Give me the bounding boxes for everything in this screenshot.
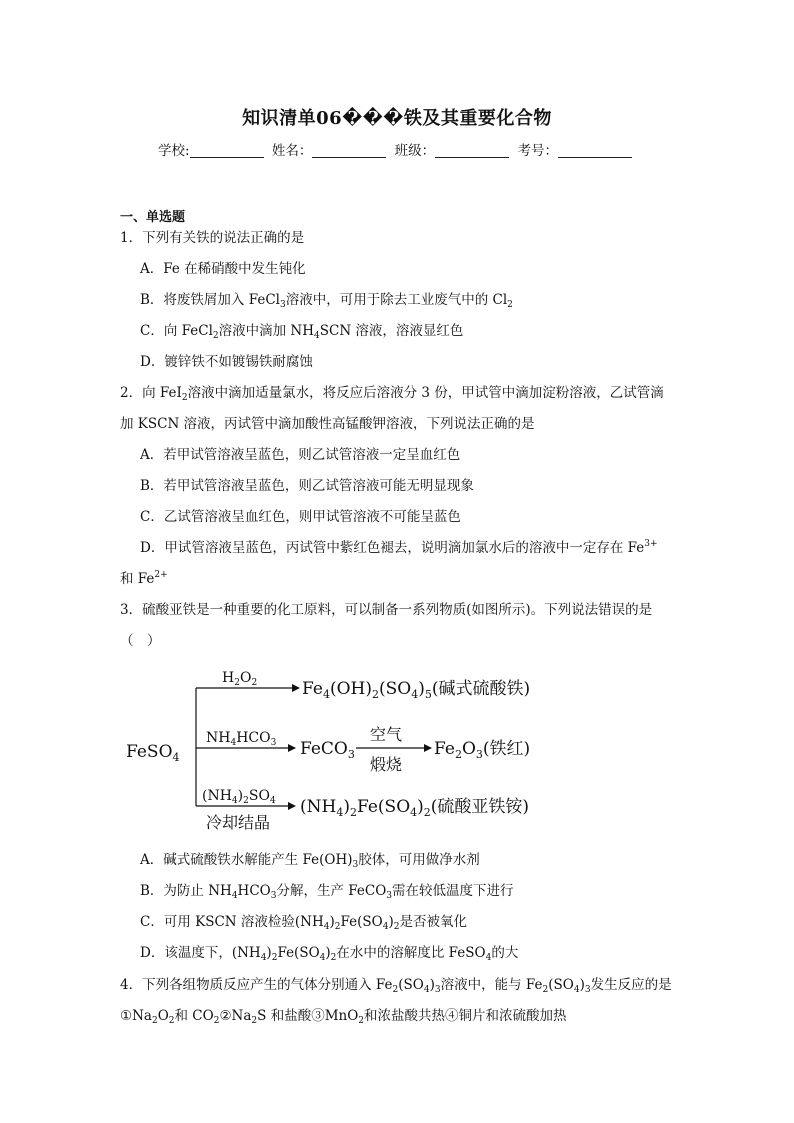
document-title: 知识清单06���铁及其重要化合物	[242, 108, 552, 129]
diagram-mid-reagent: $NH_4HCO_3$	[206, 730, 277, 748]
q2-option-b: B．若甲试管溶液呈蓝色，则乙试管溶液可能无明显现象	[140, 478, 474, 494]
diagram-mid-product-2: $Fe_2O_3$(铁红)	[434, 739, 531, 761]
diagram-bottom-product: $(NH_4)_2Fe(SO_4)_2$(硫酸亚铁铵)	[300, 797, 530, 819]
q3-option-d: D．该温度下，$(NH_4)_2Fe(SO_4)_2$在水中的溶解度比 FeSO$_4$的大	[140, 945, 519, 963]
q1-option-b: B．将废铁屑加入 FeCl$_3$溶液中，可用于除去工业废气中的 $Cl_2$	[140, 292, 513, 310]
name-label: 姓名：	[271, 143, 313, 159]
q2-option-a: A．若甲试管溶液呈蓝色，则乙试管溶液一定呈血红色	[140, 447, 461, 463]
section-heading: 一、单选题	[120, 210, 186, 225]
class-blank[interactable]	[435, 143, 509, 158]
student-info-row	[0, 139, 794, 159]
diagram-mid-product-1: FeCO$_3$	[300, 739, 355, 761]
diagram-top-product: $Fe_4(OH)_2(SO_4)_5$(碱式硫酸铁)	[302, 679, 531, 701]
q2-stem-line2: 加 KSCN 溶液，丙试管中滴加酸性高锰酸钾溶液，下列说法正确的是	[120, 416, 535, 432]
q3-stem-line1: 3．硫酸亚铁是一种重要的化工原料，可以制备一系列物质(如图所示)。下列说法错误的是	[120, 602, 653, 618]
reaction-flow-diagram	[120, 660, 560, 840]
q2-option-c: C．乙试管溶液呈血红色，则甲试管溶液不可能呈蓝色	[140, 509, 461, 525]
exam-number-label: 考号：	[517, 143, 558, 159]
q1-option-a: A．Fe 在稀硝酸中发生钝化	[140, 261, 306, 277]
q4-stem: 4．下列各组物质反应产生的气体分别通入 $Fe_2(SO_4)_3$溶液中，能与 $Fe_2(SO_4)_3$发生反应的是	[120, 977, 672, 995]
school-label: 学校:	[158, 143, 190, 159]
diagram-start-substance: FeSO$_4$	[126, 742, 180, 764]
name-blank[interactable]	[312, 143, 386, 158]
diagram-mid-condition-top: 空气	[370, 725, 403, 744]
class-label: 班级：	[394, 143, 436, 159]
q3-option-b: B．为防止 $NH_4HCO_3$分解，生产 FeCO$_3$需在较低温度下进行	[140, 883, 514, 901]
q2-stem-line1: 2．向 FeI$_2$溶液中滴加适量氯水，将反应后溶液分 3 份，甲试管中滴加淀粉溶液，乙试管滴	[120, 385, 664, 403]
q3-option-a: A．碱式硫酸铁水解能产生 $Fe(OH)_3$胶体，可用做净水剂	[140, 852, 480, 870]
school-blank[interactable]	[190, 143, 264, 158]
q4-reaction-list: $①Na_2O_2$和 $CO_2②Na_2S$ 和盐酸③MnO$_2$和浓盐酸共热④铜片和浓硫酸加热	[120, 1008, 567, 1026]
q2-option-d-line1: D．甲试管溶液呈蓝色，丙试管中紫红色褪去，说明滴加氯水后的溶液中一定存在 $Fe^{3+}$	[140, 539, 658, 556]
q3-stem-line2: （ ）	[120, 633, 161, 649]
q2-option-d-line2: 和 $Fe^{2+}$	[120, 570, 168, 587]
diagram-top-reagent: $H_2O_2$	[222, 670, 258, 688]
diagram-mid-condition-bottom: 煅烧	[370, 755, 403, 774]
q3-option-c: C．可用 KSCN 溶液检验$(NH_4)_2Fe(SO_4)_2$是否被氧化	[140, 914, 467, 932]
diagram-bottom-reagent: $(NH_4)_2SO_4$	[202, 788, 276, 806]
q1-option-c: C．向 FeCl$_2$溶液中滴加 $NH_4SCN$ 溶液，溶液显红色	[140, 323, 464, 341]
q1-option-d: D．镀锌铁不如镀锡铁耐腐蚀	[140, 354, 313, 370]
q1-stem: 1．下列有关铁的说法正确的是	[120, 230, 305, 246]
exam-number-blank[interactable]	[558, 143, 632, 158]
diagram-bottom-condition: 冷却结晶	[206, 813, 271, 832]
